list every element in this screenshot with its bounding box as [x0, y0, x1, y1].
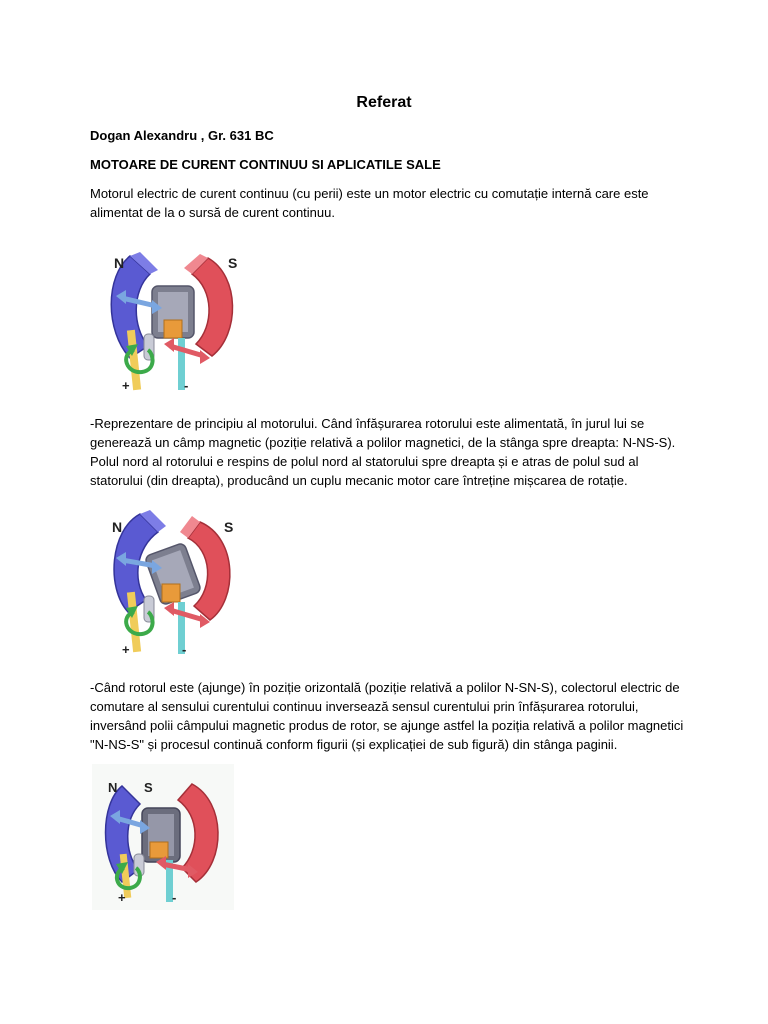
minus-label: - — [172, 890, 177, 905]
intro-paragraph — [90, 184, 690, 222]
motor-figure-1 — [100, 246, 250, 396]
description-paragraph-2 — [90, 678, 690, 754]
text-line: Motorul electric de curent continuu (cu perii) este un motor electric cu comutație internă care este — [90, 186, 649, 201]
text-line: alimentat de la o sursă de curent continuu. — [90, 205, 335, 220]
text-line: statorului (din dreapta), producând un cuplu mecanic motor care întreține mișcarea de rotație. — [90, 473, 628, 488]
text-line: "N-NS-S" și procesul continuă conform figurii (și explicației de sub figură) din stânga paginii. — [90, 737, 618, 752]
motor-figure-3 — [92, 764, 234, 910]
commutator — [150, 842, 168, 858]
commutator — [162, 584, 180, 602]
minus-label: - — [184, 378, 189, 393]
plus-label: + — [122, 378, 130, 393]
north-label: N — [114, 255, 125, 271]
commutator — [164, 320, 182, 338]
minus-label: - — [182, 642, 187, 657]
text-line: -Reprezentare de principiu al motorului. Când înfășurarea rotorului este alimentată, în jurul lui se — [90, 416, 645, 431]
text-line: generează un câmp magnetic (poziție relativă a polilor magnetici, de la stânga spre dreapta: N-NS-S). — [90, 435, 676, 450]
page-title: Referat — [356, 94, 412, 111]
south-label: S — [224, 519, 234, 535]
south-label: S — [228, 255, 238, 271]
plus-label: + — [122, 642, 130, 657]
north-label: N — [112, 519, 123, 535]
motor-figure-2 — [100, 508, 250, 658]
author-line: Dogan Alexandru , Gr. 631 BC — [90, 128, 274, 143]
plus-label: + — [118, 890, 126, 905]
north-label: N — [108, 780, 118, 795]
text-line: inversând polii câmpului magnetic produs de rotor, se ajunge astfel la poziția relativă a polilor magnetici — [90, 718, 684, 733]
south-label: S — [144, 780, 153, 795]
description-paragraph-1 — [90, 414, 690, 490]
south-pole-magnet — [192, 258, 233, 356]
text-line: -Când rotorul este (ajunge) în poziție orizontală (poziție relativă a polilor N-SN-S), colectorul electric de — [90, 680, 680, 695]
text-line: Polul nord al rotorului e respins de polul nord al statorului spre dreapta și e atras de polul sud al — [90, 454, 639, 469]
text-line: comutare al sensului curentului continuu inversează sensul curentului prin înfășurarea rotorului, — [90, 699, 639, 714]
section-heading: MOTOARE DE CURENT CONTINUU SI APLICATILE SALE — [90, 157, 441, 172]
motor-diagram — [111, 252, 232, 390]
motor-diagram — [114, 510, 230, 654]
